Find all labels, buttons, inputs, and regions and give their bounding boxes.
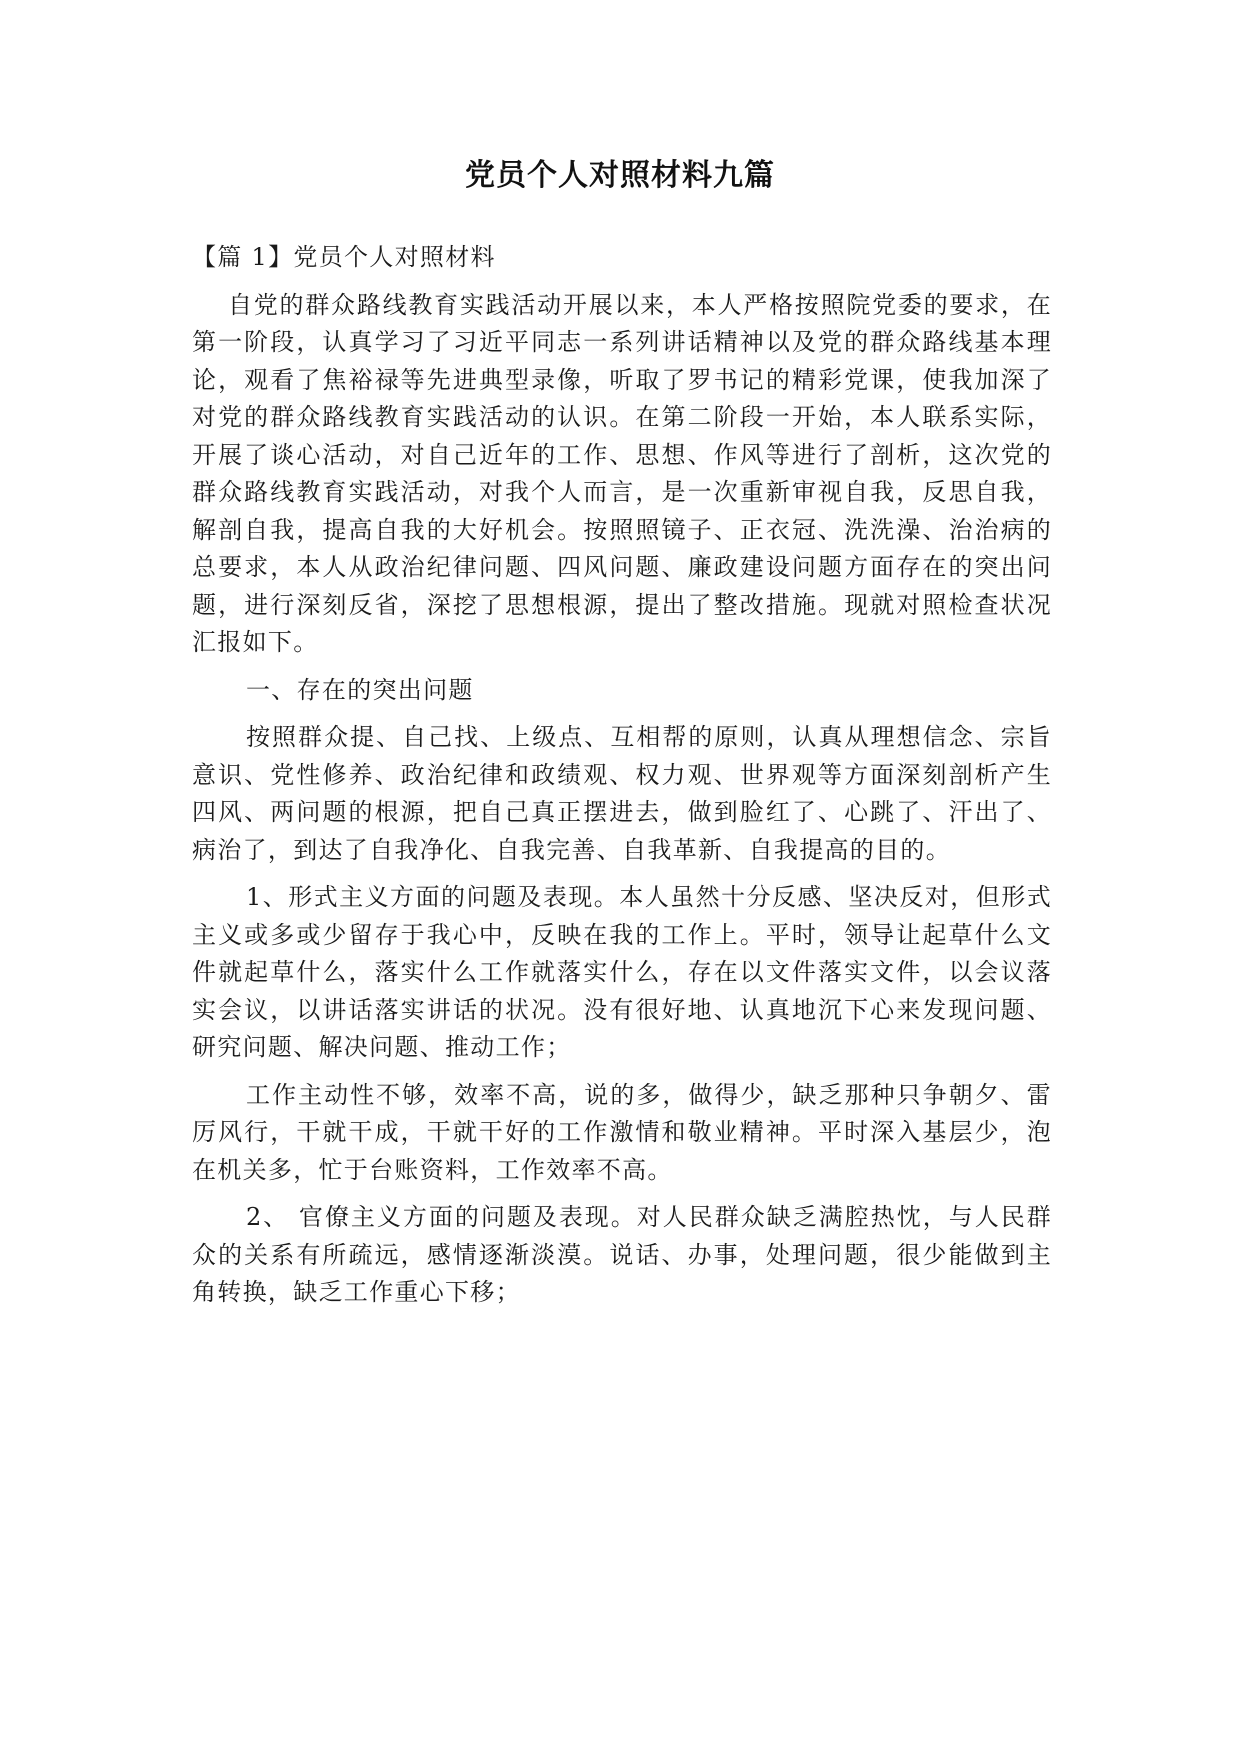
paragraph-formalism: 1、形式主义方面的问题及表现。本人虽然十分反感、坚决反对，但形式主义或多或少留存于我心中，反映在我的工作上。平时，领导让起草什么文件就起草什么，落实什么工作就落实什么，存在以文件落实文件，以会议落实会议，以讲话落实讲话的状况。没有很好地、认真地沉下心来发现问题、研究问题、解决问题、推动工作； [192, 883, 1052, 1061]
section-heading: 【篇 1】党员个人对照材料 [192, 243, 496, 271]
document-title: 党员个人对照材料九篇 [465, 158, 775, 193]
paragraph-bureaucracy: 2、 官僚主义方面的问题及表现。对人民群众缺乏满腔热忱，与人民群众的关系有所疏远，感情逐渐淡漠。说话、办事，处理问题，很少能做到主角转换，缺乏工作重心下移； [192, 1203, 1052, 1306]
paragraph-principles: 按照群众提、自己找、上级点、互相帮的原则，认真从理想信念、宗旨意识、党性修养、政治纪律和政绩观、权力观、世界观等方面深刻剖析产生四风、两问题的根源，把自己真正摆进去，做到脸红了、心跳了、汗出了、病治了，到达了自我净化、自我完善、自我革新、自我提高的目的。 [192, 723, 1052, 864]
paragraph-initiative: 工作主动性不够，效率不高，说的多，做得少，缺乏那种只争朝夕、雷厉风行，干就干成，干就干好的工作激情和敬业精神。平时深入基层少，泡在机关多，忙于台账资料，工作效率不高。 [192, 1080, 1052, 1184]
document-body [192, 239, 1052, 1322]
subheading-problems: 一、存在的突出问题 [246, 675, 474, 704]
paragraph-intro: 自党的群众路线教育实践活动开展以来，本人严格按照院党委的要求，在第一阶段，认真学习了习近平同志一系列讲话精神以及党的群众路线基本理论，观看了焦裕禄等先进典型录像，听取了罗书记的精彩党课，使我加深了对党的群众路线教育实践活动的认识。在第二阶段一开始，本人联系实际，开展了谈心活动，对自己近年的工作、思想、作风等进行了剖析，这次党的群众路线教育实践活动，对我个人而言，是一次重新审视自我，反思自我，解剖自我，提高自我的大好机会。按照照镜子、正衣冠、洗洗澡、治治病的总要求，本人从政治纪律问题、四风问题、廉政建设问题方面存在的突出问题，进行深刻反省，深挖了思想根源，提出了整改措施。现就对照检查状况汇报如下。 [192, 290, 1052, 656]
